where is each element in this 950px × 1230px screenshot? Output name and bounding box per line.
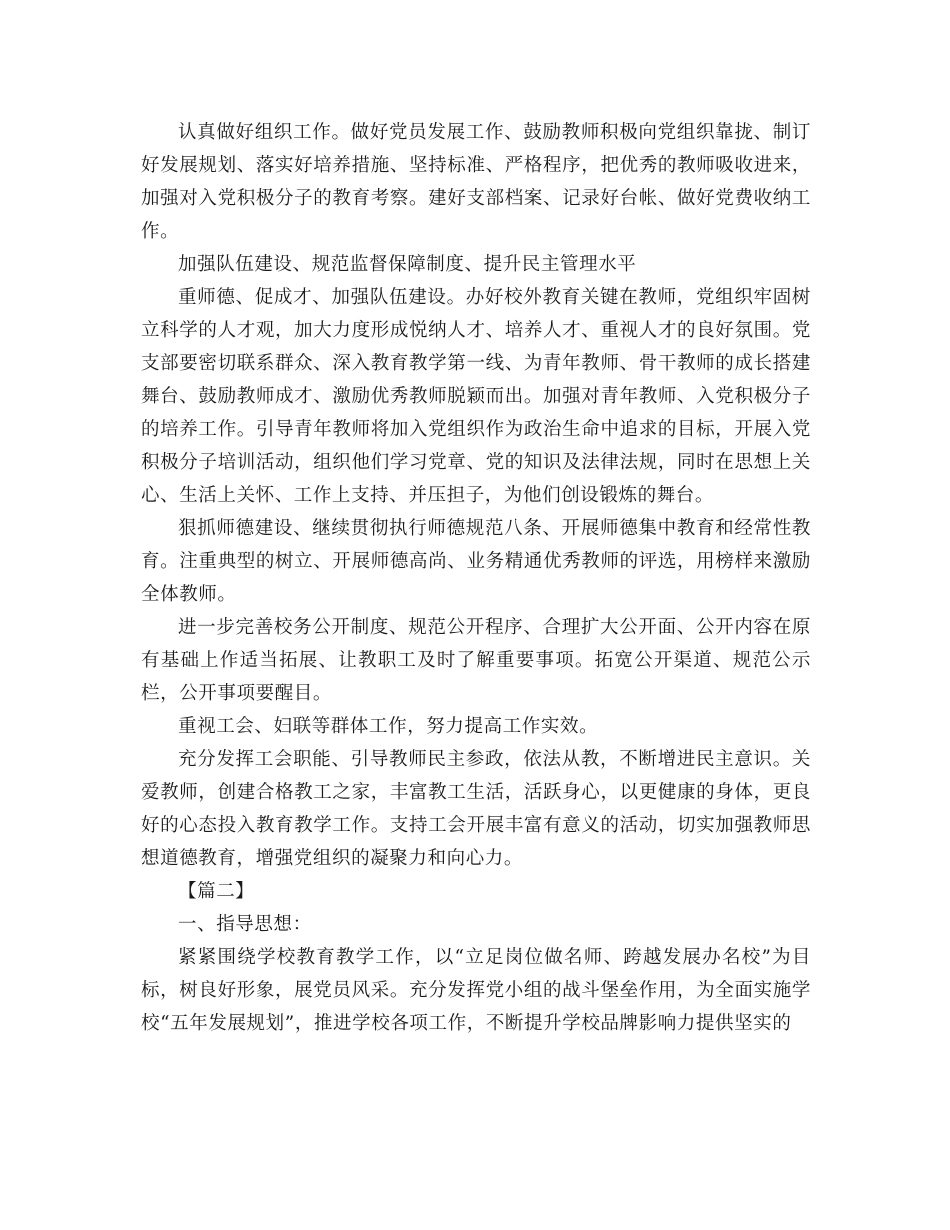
document-body <box>141 116 811 1040</box>
paragraph-ethics-construction: 狠抓师德建设、继续贯彻执行师德规范八条、开展师德集中教育和经常性教育。注重典型的树立、开展师德高尚、业务精通优秀教师的评选，用榜样来激励全体教师。 <box>141 518 811 605</box>
section-heading-part-two: 【篇二】 <box>178 881 255 902</box>
paragraph-union-work: 重视工会、妇联等群体工作，努力提高工作实效。 <box>178 716 599 737</box>
paragraph-guiding-ideology: 紧紧围绕学校教育教学工作，以“立足岗位做名师、跨越发展办名校”为目标，树良好形象，展党员风采。充分发挥党小组的战斗堡垒作用，为全面实施学校“五年发展规划”，推进学校各项工作，不断提升学校品牌影响力提供坚实的 <box>141 947 811 1034</box>
paragraph-union-functions: 充分发挥工会职能、引导教师民主参政，依法从教，不断增进民主意识。关爱教师，创建合格教工之家，丰富教工生活，活跃身心，以更健康的身体，更良好的心态投入教育教学工作。支持工会开展丰富有意义的活动，切实加强教师思想道德教育，增强党组织的凝聚力和向心力。 <box>141 749 811 869</box>
paragraph-school-affairs-openness: 进一步完善校务公开制度、规范公开程序、合理扩大公开面、公开内容在原有基础上作适当拓展、让教职工及时了解重要事项。拓宽公开渠道、规范公示栏，公开事项要醒目。 <box>141 617 811 704</box>
paragraph-heading-team-building: 加强队伍建设、规范监督保障制度、提升民主管理水平 <box>178 254 637 275</box>
paragraph-teacher-ethics-talent: 重师德、促成才、加强队伍建设。办好校外教育关键在教师，党组织牢固树立科学的人才观，加大力度形成悦纳人才、培养人才、重视人才的良好氛围。党支部要密切联系群众、深入教育教学第一线、为青年教师、骨干教师的成长搭建舞台、鼓励教师成才、激励优秀教师脱颖而出。加强对青年教师、入党积极分子的培养工作。引导青年教师将加入党组织作为政治生命中追求的目标，开展入党积极分子培训活动，组织他们学习党章、党的知识及法律法规，同时在思想上关心、生活上关怀、工作上支持、并压担子，为他们创设锻炼的舞台。 <box>141 287 811 506</box>
paragraph-organization-work: 认真做好组织工作。做好党员发展工作、鼓励教师积极向党组织靠拢、制订好发展规划、落实好培养措施、坚持标准、严格程序，把优秀的教师吸收进来，加强对入党积极分子的教育考察。建好支部档案、记录好台帐、做好党费收纳工作。 <box>141 122 811 242</box>
section-heading-guiding-ideology: 一、指导思想： <box>178 914 312 935</box>
